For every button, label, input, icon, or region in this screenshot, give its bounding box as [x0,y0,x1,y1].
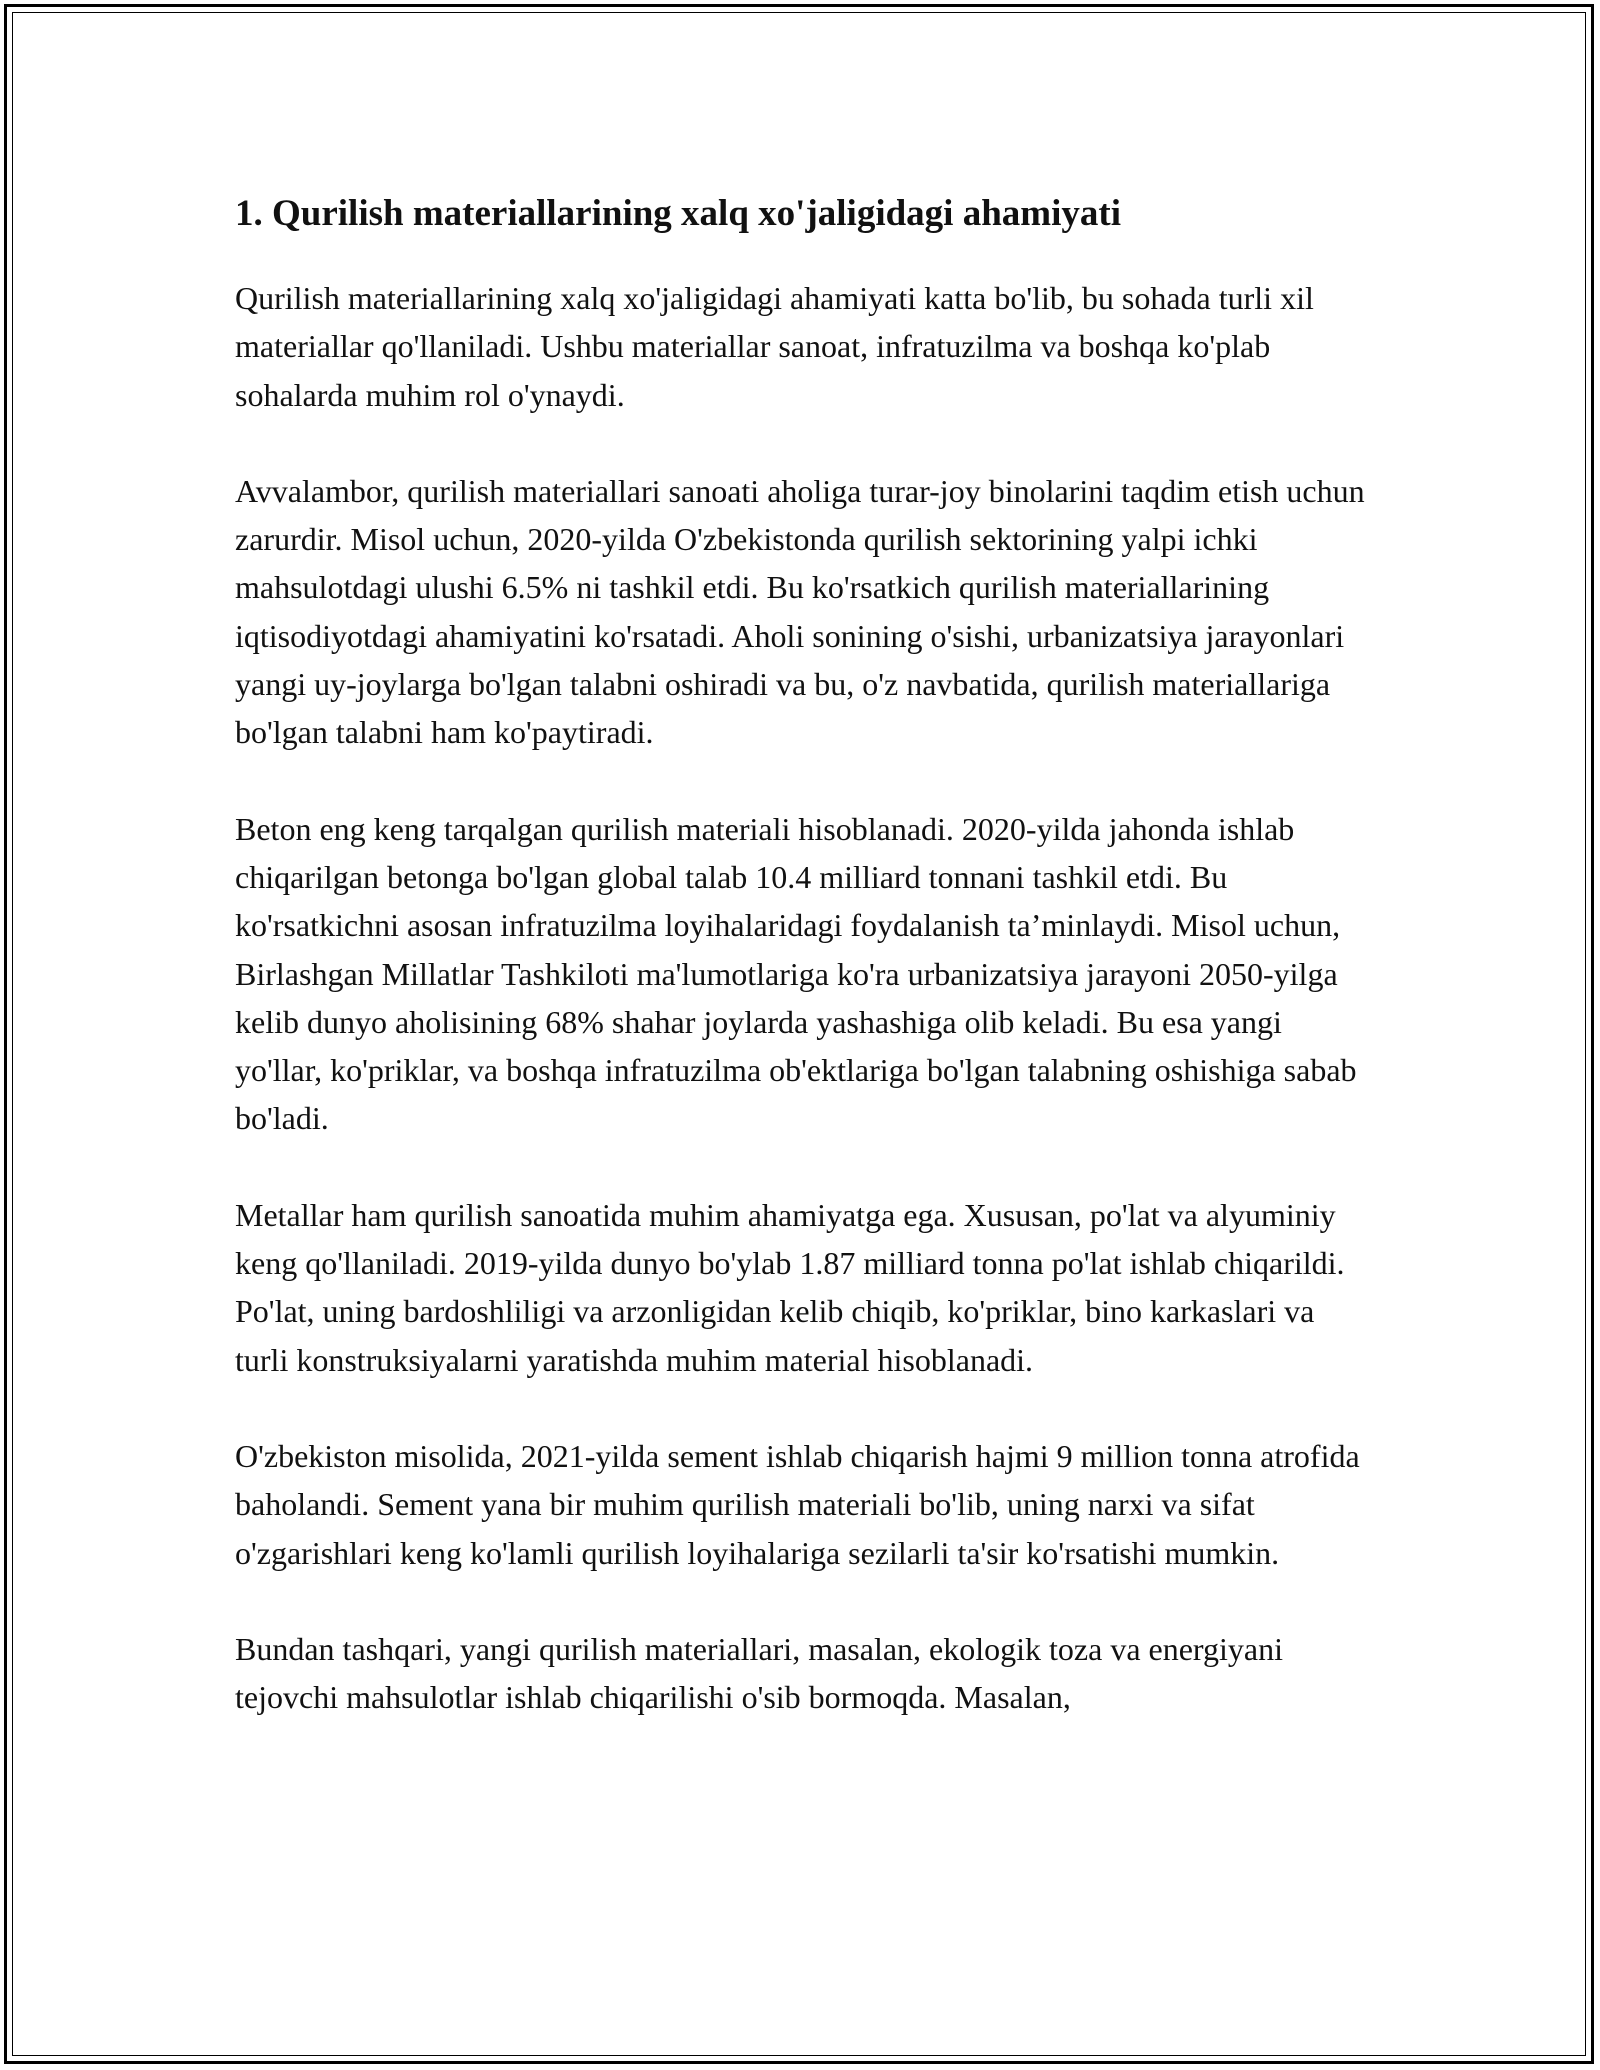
section-heading: 1. Qurilish materiallarining xalq xo'jaligidagi ahamiyati [235,193,1121,234]
paragraph-metals: Metallar ham qurilish sanoatida muhim ahamiyatga ega. Xususan, po'lat va alyuminiy keng qo'llaniladi. 2019-yilda dunyo bo'ylab 1.87 milliard tonna po'lat ishlab chiqarildi. Po'lat, uning bardoshliligi va arzonligidan kelib chiqib, ko'priklar, bino karkaslari va turli konstruksiyalarni yaratishda muhim material hisoblanadi. [235,1196,1345,1378]
document-body [235,186,1375,1721]
paragraph-intro: Qurilish materiallarining xalq xo'jaligidagi ahamiyati katta bo'lib, bu sohada turli xil materiallar qo'llaniladi. Ushbu materiallar sanoat, infratuzilma va boshqa ko'plab sohalarda muhim rol o'ynaydi. [235,280,1314,413]
paragraph-housing: Avvalambor, qurilish materiallari sanoati aholiga turar-joy binolarini taqdim etish uchun zarurdir. Misol uchun, 2020-yilda O'zbekistonda qurilish sektorining yalpi ichki mahsulotdagi ulushi 6.5% ni tashkil etdi. Bu ko'rsatkich qurilish materiallarining iqtisodiyotdagi ahamiyatini ko'rsatadi. Aholi sonining o'sishi, urbanizatsiya jarayonlari yangi uy-joylarga bo'lgan talabni oshiradi va bu, o'z navbatida, qurilish materiallariga bo'lgan talabni ham ko'paytiradi. [235,472,1365,751]
paragraph-cement: O'zbekiston misolida, 2021-yilda sement ishlab chiqarish hajmi 9 million tonna atrofida baholandi. Sement yana bir muhim qurilish materiali bo'lib, uning narxi va sifat o'zgarishlari keng ko'lamli qurilish loyihalariga sezilarli ta'sir ko'rsatishi mumkin. [235,1437,1360,1571]
paragraph-new-materials: Bundan tashqari, yangi qurilish materiallari, masalan, ekologik toza va energiyani tejovchi mahsulotlar ishlab chiqarilishi o'sib bormoqda. Masalan, [235,1630,1283,1716]
paragraph-concrete: Beton eng keng tarqalgan qurilish materiali hisoblanadi. 2020-yilda jahonda ishlab chiqarilgan betonga bo'lgan global talab 10.4 milliard tonnani tashkil etdi. Bu ko'rsatkichni asosan infratuzilma loyihalaridagi foydalanish ta’minlaydi. Misol uchun, Birlashgan Millatlar Tashkiloti ma'lumotlariga ko'ra urbanizatsiya jarayoni 2050-yilga kelib dunyo aholisining 68% shahar joylarda yashashiga olib keladi. Bu esa yangi yo'llar, ko'priklar, va boshqa infratuzilma ob'ektlariga bo'lgan talabning oshishiga sabab bo'ladi. [235,810,1357,1137]
